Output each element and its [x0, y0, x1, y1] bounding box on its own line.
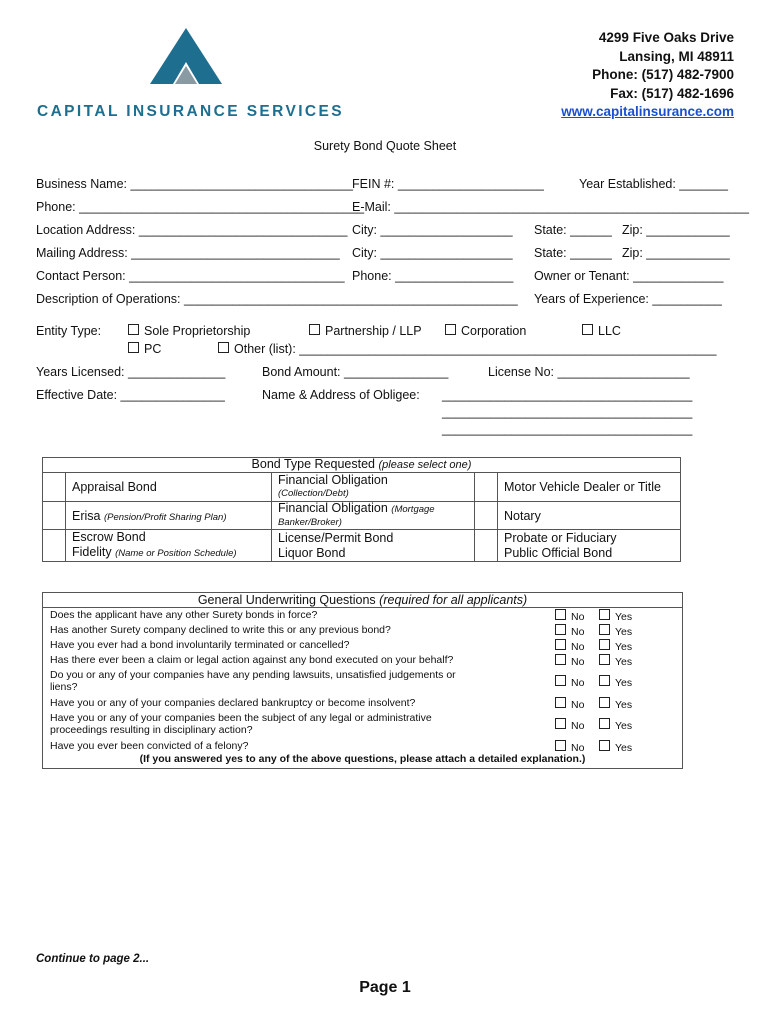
obligee-label: Name & Address of Obligee:	[262, 388, 420, 402]
entity-type-label: Entity Type:	[36, 324, 102, 338]
q8-yes[interactable]: Yes	[599, 740, 632, 754]
question-3: Have you ever had a bond involuntarily terminated or cancelled?	[50, 639, 350, 651]
q6-yes[interactable]: Yes	[599, 697, 632, 711]
q1-yes[interactable]: Yes	[599, 609, 632, 623]
checkbox-icon	[309, 324, 320, 335]
q3-no[interactable]: No	[555, 639, 584, 653]
q2-no[interactable]: No	[555, 624, 584, 638]
notary-checkbox[interactable]	[475, 502, 498, 530]
form-title: Surety Bond Quote Sheet	[313, 139, 457, 153]
entity-llc-checkbox[interactable]: LLC	[582, 324, 621, 338]
page-number: Page 1	[359, 979, 411, 996]
financial-obligation-mortgage: Financial Obligation (Mortgage Banker/Broker)	[272, 502, 475, 530]
question-1: Does the applicant have any other Surety bonds in force?	[50, 609, 318, 621]
erisa-bond: Erisa (Pension/Profit Sharing Plan)	[66, 502, 272, 530]
description-field[interactable]: Description of Operations: ________________________________________________	[36, 292, 518, 306]
q8-no[interactable]: No	[555, 740, 584, 754]
company-fax: Fax: (517) 482-1696	[610, 85, 734, 101]
mailing-city-field[interactable]: City: ___________________	[352, 246, 513, 260]
obligee-line-2[interactable]: ____________________________________	[442, 405, 693, 419]
entity-corporation-checkbox[interactable]: Corporation	[445, 324, 526, 338]
email-field[interactable]: E-Mail: ___________________________________________________	[352, 200, 749, 214]
license-no-field[interactable]: License No: ___________________	[488, 365, 690, 379]
appraisal-checkbox[interactable]	[43, 473, 66, 502]
financial-obligation-collection: Financial Obligation (Collection/Debt)	[272, 473, 475, 502]
motor-vehicle-dealer: Motor Vehicle Dealer or Title	[498, 473, 681, 502]
notary-bond: Notary	[498, 502, 681, 530]
location-zip-field[interactable]: Zip: ____________	[622, 223, 730, 237]
question-6: Have you or any of your companies declared bankruptcy or become insolvent?	[50, 697, 416, 709]
question-8: Have you ever been convicted of a felony?	[50, 740, 249, 752]
entity-other-checkbox[interactable]: Other (list): ____________________________________________________________	[218, 342, 716, 356]
phone-field[interactable]: Phone: _________________________________________	[36, 200, 365, 214]
bond-type-table	[42, 457, 681, 562]
q1-no[interactable]: No	[555, 609, 584, 623]
checkbox-icon	[582, 324, 593, 335]
checkbox-icon	[445, 324, 456, 335]
q7-yes[interactable]: Yes	[599, 718, 632, 732]
q2-yes[interactable]: Yes	[599, 624, 632, 638]
question-4: Has there ever been a claim or legal action against any bond executed on your behalf?	[50, 654, 454, 666]
location-state-field[interactable]: State: ______	[534, 223, 612, 237]
years-experience-field[interactable]: Years of Experience: __________	[534, 292, 722, 306]
probate-public-cell: Probate or Fiduciary Public Official Bond	[498, 530, 681, 562]
company-phone: Phone: (517) 482-7900	[592, 67, 734, 82]
owner-tenant-field[interactable]: Owner or Tenant: _____________	[534, 269, 724, 283]
bond-type-header: Bond Type Requested (please select one)	[43, 458, 681, 473]
address-line1: 4299 Five Oaks Drive	[598, 30, 734, 45]
q5-no[interactable]: No	[555, 675, 584, 689]
continue-note: Continue to page 2...	[36, 953, 150, 965]
entity-pc-checkbox[interactable]: PC	[128, 342, 161, 356]
year-established-field[interactable]: Year Established: _______	[579, 177, 728, 191]
q7-no[interactable]: No	[555, 718, 584, 732]
q4-yes[interactable]: Yes	[599, 654, 632, 668]
entity-sole-checkbox[interactable]: Sole Proprietorship	[128, 324, 250, 338]
motor-vehicle-checkbox[interactable]	[475, 473, 498, 502]
business-name-field[interactable]: Business Name: ________________________________	[36, 177, 353, 191]
question-2: Has another Surety company declined to write this or any previous bond?	[50, 624, 391, 636]
question-7: Have you or any of your companies been the subject of any legal or administrative proceedings resulting in disciplinary action?	[50, 712, 432, 736]
probate-public-checkbox[interactable]	[475, 530, 498, 562]
checkbox-icon	[218, 342, 229, 353]
escrow-fidelity-cell: Escrow Bond Fidelity (Name or Position Schedule)	[66, 530, 272, 562]
license-liquor-cell: License/Permit Bond Liquor Bond	[272, 530, 475, 562]
q5-yes[interactable]: Yes	[599, 675, 632, 689]
fein-field[interactable]: FEIN #: _____________________	[352, 177, 544, 191]
location-address-field[interactable]: Location Address: ______________________________	[36, 223, 348, 237]
q3-yes[interactable]: Yes	[599, 639, 632, 653]
underwriting-footnote: (If you answered yes to any of the above questions, please attach a detailed explanation.)	[139, 753, 586, 765]
mailing-zip-field[interactable]: Zip: ____________	[622, 246, 730, 260]
q4-no[interactable]: No	[555, 654, 584, 668]
underwriting-header: General Underwriting Questions (required for all applicants)	[43, 593, 682, 608]
escrow-fidelity-checkbox[interactable]	[43, 530, 66, 562]
website-link[interactable]: www.capitalinsurance.com	[561, 104, 734, 119]
mailing-state-field[interactable]: State: ______	[534, 246, 612, 260]
effective-date-field[interactable]: Effective Date: _______________	[36, 388, 225, 402]
location-city-field[interactable]: City: ___________________	[352, 223, 513, 237]
q6-no[interactable]: No	[555, 697, 584, 711]
checkbox-icon	[128, 324, 139, 335]
company-name: CAPITAL INSURANCE SERVICES	[37, 103, 344, 120]
contact-person-field[interactable]: Contact Person: _______________________________	[36, 269, 345, 283]
mailing-address-field[interactable]: Mailing Address: ______________________________	[36, 246, 340, 260]
question-5: Do you or any of your companies have any pending lawsuits, unsatisfied judgements or liens?	[50, 669, 456, 693]
obligee-line-3[interactable]: ____________________________________	[442, 422, 693, 436]
checkbox-icon	[128, 342, 139, 353]
bond-amount-field[interactable]: Bond Amount: _______________	[262, 365, 449, 379]
appraisal-bond: Appraisal Bond	[66, 473, 272, 502]
entity-partnership-checkbox[interactable]: Partnership / LLP	[309, 324, 422, 338]
underwriting-section	[42, 592, 683, 769]
years-licensed-field[interactable]: Years Licensed: ______________	[36, 365, 226, 379]
erisa-checkbox[interactable]	[43, 502, 66, 530]
address-line2: Lansing, MI 48911	[619, 48, 734, 64]
company-logo	[150, 28, 222, 86]
company-address	[561, 29, 734, 122]
contact-phone-field[interactable]: Phone: _________________	[352, 269, 514, 283]
obligee-line-1[interactable]: ____________________________________	[442, 388, 693, 402]
